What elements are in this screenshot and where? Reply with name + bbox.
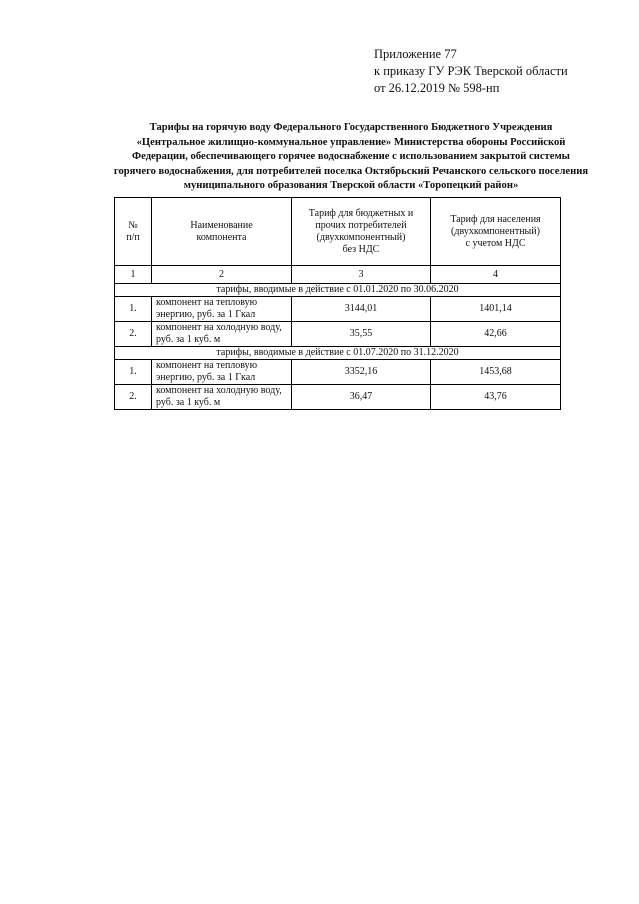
title-line: «Центральное жилищно-коммунальное управление» Министерства обороны Российской	[136, 136, 566, 148]
tariff-table	[114, 197, 561, 410]
table-row	[115, 385, 561, 410]
population-tariff: 42,66	[431, 322, 561, 347]
column-number-row	[115, 266, 561, 284]
column-number: 4	[431, 266, 561, 284]
header-budget	[292, 198, 431, 266]
appendix-date: от 26.12.2019 № 598-нп	[374, 81, 500, 95]
header-num-text: № п/п	[126, 219, 140, 243]
budget-tariff: 35,55	[292, 322, 431, 347]
population-tariff: 1401,14	[431, 297, 561, 322]
appendix-order: к приказу ГУ РЭК Тверской области	[374, 64, 568, 78]
population-tariff: 1453,68	[431, 360, 561, 385]
table-header-row	[115, 198, 561, 266]
table-row	[115, 360, 561, 385]
row-number: 1.	[115, 360, 152, 385]
title-line: Тарифы на горячую воду Федерального Государственного Бюджетного Учреждения	[149, 122, 553, 133]
component-name: компонент на тепловую энергию, руб. за 1 Гкал	[152, 297, 292, 322]
component-name: компонент на холодную воду, руб. за 1 куб. м	[152, 322, 292, 347]
title-line: Федерации, обеспечивающего горячее водоснабжение с использованием закрытой системы	[132, 151, 570, 162]
column-number: 2	[152, 266, 292, 284]
table-row	[115, 322, 561, 347]
budget-tariff: 3352,16	[292, 360, 431, 385]
header-population	[431, 198, 561, 266]
row-number: 2.	[115, 385, 152, 410]
row-number: 1.	[115, 297, 152, 322]
population-tariff: 43,76	[431, 385, 561, 410]
header-num	[115, 198, 152, 266]
column-number: 3	[292, 266, 431, 284]
period-row	[115, 284, 561, 297]
budget-tariff: 3144,01	[292, 297, 431, 322]
appendix-number: Приложение 77	[374, 47, 457, 61]
component-name: компонент на холодную воду, руб. за 1 куб. м	[152, 385, 292, 410]
period-row	[115, 347, 561, 360]
period-label: тарифы, вводимые в действие с 01.07.2020 по 31.12.2020	[115, 347, 561, 360]
title-line: муниципального образования Тверской области «Торопецкий район»	[183, 180, 519, 191]
table-row	[115, 297, 561, 322]
budget-tariff: 36,47	[292, 385, 431, 410]
component-name: компонент на тепловую энергию, руб. за 1 Гкал	[152, 360, 292, 385]
period-label: тарифы, вводимые в действие с 01.01.2020 по 30.06.2020	[115, 284, 561, 297]
row-number: 2.	[115, 322, 152, 347]
header-budget-text: Тариф для бюджетных и прочих потребителей (двухкомпонентный) без НДС	[308, 207, 414, 255]
header-population-text: Тариф для населения (двухкомпонентный) с учетом НДС	[450, 213, 541, 249]
document-title	[98, 121, 604, 194]
header-name	[152, 198, 292, 266]
column-number: 1	[115, 266, 152, 284]
title-line: горячего водоснабжения, для потребителей поселка Октябрьский Речанского сельского поселения	[113, 165, 589, 177]
appendix-reference	[374, 46, 624, 97]
header-name-text: Наименование компонента	[190, 219, 253, 243]
